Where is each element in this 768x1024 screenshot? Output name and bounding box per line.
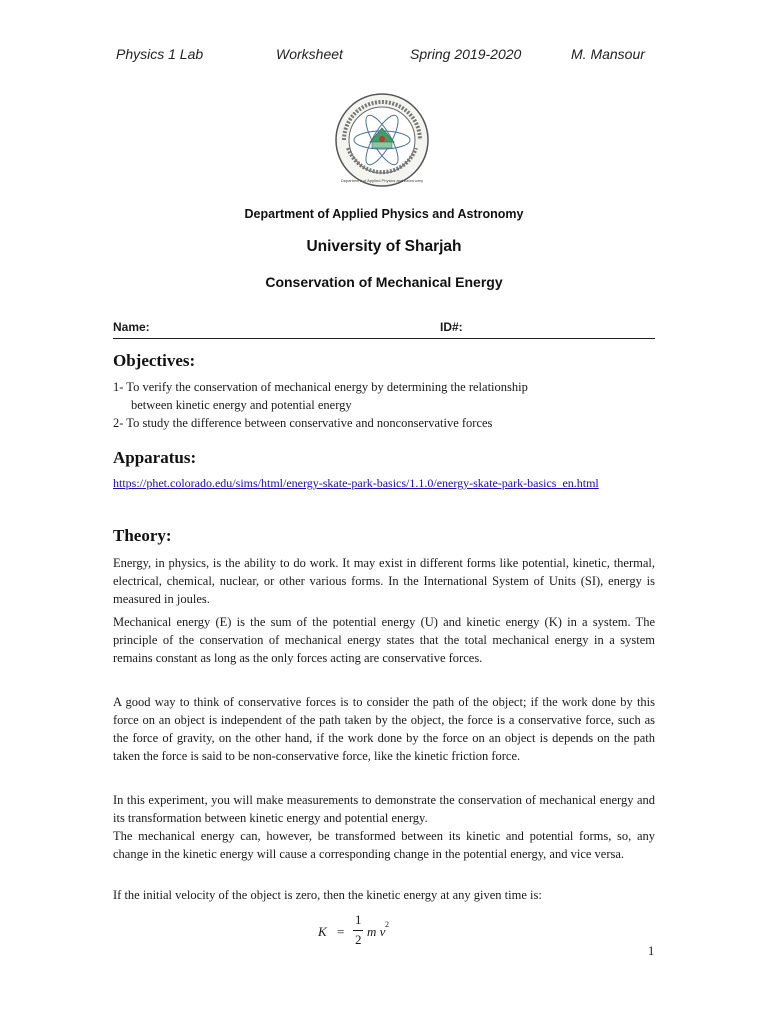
objective-1-line-2: between kinetic energy and potential energy [131,398,352,412]
id-label: ID#: [440,320,463,334]
objective-item-1 [113,378,655,414]
theory-paragraph-2: Mechanical energy (E) is the sum of the potential energy (U) and kinetic energy (K) in a system. The principle of the conservation of mechanical energy states that the total mechanical energy in a system remains constant as long as the only forces acting are conservative forces. [113,615,655,665]
experiment-title: Conservation of Mechanical Energy [265,274,503,290]
formula-equals: = [337,924,345,939]
theory-paragraph-1: Energy, in physics, is the ability to do work. It may exist in different forms like potential, kinetic, thermal, electrical, chemical, nuclear, or other various forms. In the International System of Units (SI), energy is measured in joules. [113,556,655,606]
university-seal-icon [334,92,430,188]
name-label: Name: [113,320,150,334]
name-id-row[interactable] [113,320,655,339]
formula-numerator: 1 [355,912,362,927]
apparatus-heading: Apparatus: [113,448,197,467]
theory-paragraph-3: A good way to think of conservative forces is to consider the path of the object; if the work done by this force on an object is independent of the path taken by the object, the force is a conservative force, such as the force of gravity, on the other hand, if the work done by the force on an object is depends on the path taken the force is said to be non-conservative force, like the kinetic friction force. [113,695,655,763]
header-author: M. Mansour [571,46,645,62]
fraction-bar [353,930,363,931]
phet-simulation-link[interactable]: https://phet.colorado.edu/sims/html/energy-skate-park-basics/1.1.0/energy-skate-park-basics_en.html [113,476,599,490]
objective-item-2: 2- To study the difference between conservative and nonconservative forces [113,416,493,430]
theory-paragraph-4a: In this experiment, you will make measurements to demonstrate the conservation of mechanical energy and its transformation between kinetic energy and potential energy. [113,793,655,825]
svg-text:Department of Applied Physics: Department of Applied Physics and Astronomy [340,178,424,183]
objective-1-line-1: 1- To verify the conservation of mechanical energy by determining the relationship [113,380,528,394]
formula-mv: m v [367,924,386,939]
header-course: Physics 1 Lab [116,46,204,62]
kinetic-energy-formula [318,912,438,956]
objectives-heading: Objectives: [113,351,196,370]
formula-denominator: 2 [355,932,362,947]
university-title: University of Sharjah [306,238,462,255]
header-doc-type: Worksheet [276,46,343,62]
theory-paragraph-4 [113,791,655,863]
theory-paragraph-4b: The mechanical energy can, however, be transformed between its kinetic and potential forms, so, any change in the kinetic energy will cause a corresponding change in the potential energy, and vice versa. [113,829,655,861]
theory-heading: Theory: [113,526,172,545]
theory-paragraph-5: If the initial velocity of the object is zero, then the kinetic energy at any given time is: [113,888,542,902]
page-number: 1 [648,944,655,958]
header-term: Spring 2019-2020 [410,46,522,62]
formula-exponent: 2 [385,920,389,929]
department-title: Department of Applied Physics and Astronomy [244,207,524,221]
page-header [0,46,768,66]
formula-lhs: K [318,924,327,939]
